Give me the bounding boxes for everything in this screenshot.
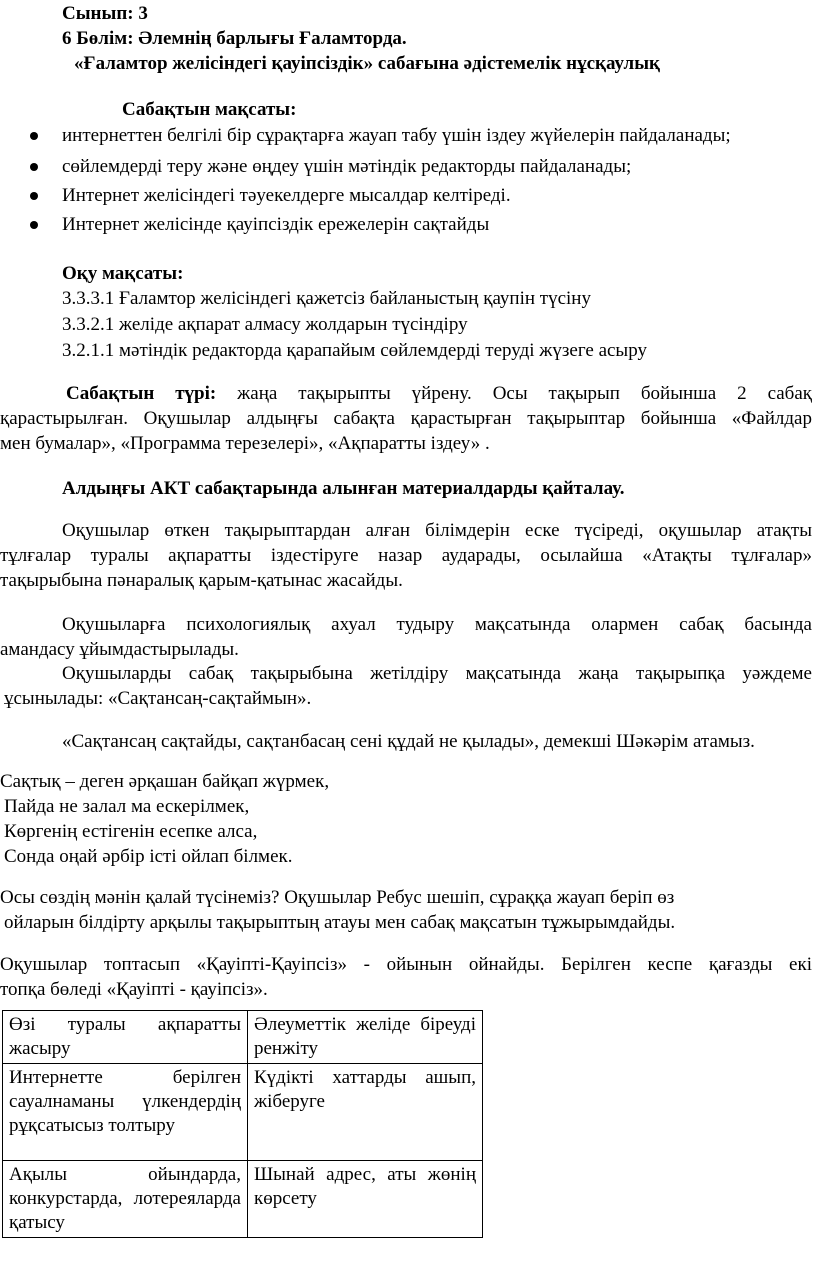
safety-table <box>2 1010 483 1238</box>
game-line: Оқушылар топтасып «Қауіпті-Қауіпсіз» - ойынын ойнайды. Берілген кеспе қағазды екі <box>0 954 812 975</box>
lesson-type-line2: қарастырылған. Оқушылар алдыңғы сабақта қарастырған тақырыптар бойынша «Файлдар <box>0 408 812 429</box>
discussion-line: ойларын білдірту арқылы тақырыптың атауы мен сабақ мақсатын тұжырымдайды. <box>4 912 676 933</box>
poem-line: Сонда оңай әрбір істі ойлап білмек. <box>4 846 293 867</box>
review-heading: Алдыңғы АКТ сабақтарында алынған материалдарды қайталау. <box>62 478 625 499</box>
paragraph-line: тұлғалар туралы ақпаратты іздестіруге назар аударады, осылайша «Атақты тұлғалар» <box>0 545 812 566</box>
section-title: 6 Бөлім: Әлемнің барлығы Ғаламторда. <box>62 28 407 49</box>
learning-goal-item: 3.2.1.1 мәтіндік редакторда қарапайым сөйлемдерді теруді жүзеге асыру <box>62 340 647 361</box>
lesson-title: «Ғаламтор желісіндегі қауіпсіздік» сабағына әдістемелік нұсқаулық <box>74 53 661 74</box>
paragraph-line: ұсынылады: «Сақтансаң-сақтаймын». <box>4 688 312 709</box>
bullet-icon <box>30 221 38 229</box>
table-cell: Шынай адрес, аты жөнің көрсету <box>248 1161 483 1238</box>
objectives-heading: Сабақтын мақсаты: <box>122 99 297 120</box>
table-row <box>3 1011 483 1064</box>
paragraph-line: Оқушыларға психологиялық ахуал тудыру мақсатында олармен сабақ басында <box>62 614 812 635</box>
table-row <box>3 1161 483 1238</box>
lesson-type-line <box>66 382 812 406</box>
table-cell: Интернетте берілген сауалнаманы үлкендердің рұқсатысыз толтыру <box>3 1064 248 1161</box>
table-cell: Әлеуметтік желіде біреуді ренжіту <box>248 1011 483 1064</box>
bullet-icon <box>30 132 38 140</box>
lesson-type-line3: мен бумалар», «Программа терезелері», «Ақпаратты іздеу» . <box>0 433 490 454</box>
table-cell: Күдікті хаттарды ашып, жіберуге <box>248 1064 483 1161</box>
grade-line: Сынып: 3 <box>62 3 148 24</box>
table-cell: Өзі туралы ақпаратты жасыру <box>3 1011 248 1064</box>
objective-text: Интернет желісіндегі тәуекелдерге мысалдар келтіреді. <box>62 185 511 206</box>
objective-text: Интернет желісінде қауіпсіздік ережелерін сақтайды <box>62 214 490 235</box>
bullet-icon <box>30 163 38 171</box>
lesson-type-label: Сабақтын түрі: <box>66 383 217 404</box>
game-line: топқа бөледі «Қауіпті - қауіпсіз». <box>0 979 268 1000</box>
bullet-icon <box>30 192 38 200</box>
objective-text: сөйлемдерді теру және өңдеу үшін мәтіндік редакторды пайдаланады; <box>62 156 632 177</box>
paragraph-line: Оқушылар өткен тақырыптардан алған білімдерін еске түсіреді, оқушылар атақты <box>62 520 812 541</box>
objective-text: интернеттен белгілі бір сұрақтарға жауап табу үшін іздеу жүйелерін пайдаланады; <box>62 125 731 146</box>
table-row <box>3 1064 483 1161</box>
table-cell: Ақылы ойындарда, конкурстарда, лотереяларда қатысу <box>3 1161 248 1238</box>
paragraph-line: тақырыбына пәнаралық қарым-қатынас жасайды. <box>0 570 403 591</box>
lesson-type-text: жаңа тақырыпты үйрену. Осы тақырып бойынша 2 сабақ <box>237 383 813 404</box>
poem-line: Сақтық – деген әрқашан байқап жүрмек, <box>0 771 330 792</box>
learning-goal-item: 3.3.3.1 Ғаламтор желісіндегі қажетсіз байланыстың қаупін түсіну <box>62 288 591 309</box>
quote-line: «Сақтансаң сақтайды, сақтанбасаң сені құдай не қылады», демекші Шәкәрім атамыз. <box>62 731 755 752</box>
paragraph-line: Оқушыларды сабақ тақырыбына жетілдіру мақсатында жаңа тақырыпқа уәждеме <box>62 663 812 684</box>
poem-line: Көргенің естігенін есепке алса, <box>4 821 258 842</box>
learning-goal-item: 3.3.2.1 желіде ақпарат алмасу жолдарын түсіндіру <box>62 314 468 335</box>
poem-line: Пайда не залал ма ескерілмек, <box>4 796 250 817</box>
learning-goals-heading: Оқу мақсаты: <box>62 263 184 284</box>
discussion-line: Осы сөздің мәнін қалай түсінеміз? Оқушылар Ребус шешіп, сұраққа жауап беріп өз <box>0 887 675 908</box>
paragraph-line: амандасу ұйымдастырылады. <box>0 639 239 660</box>
